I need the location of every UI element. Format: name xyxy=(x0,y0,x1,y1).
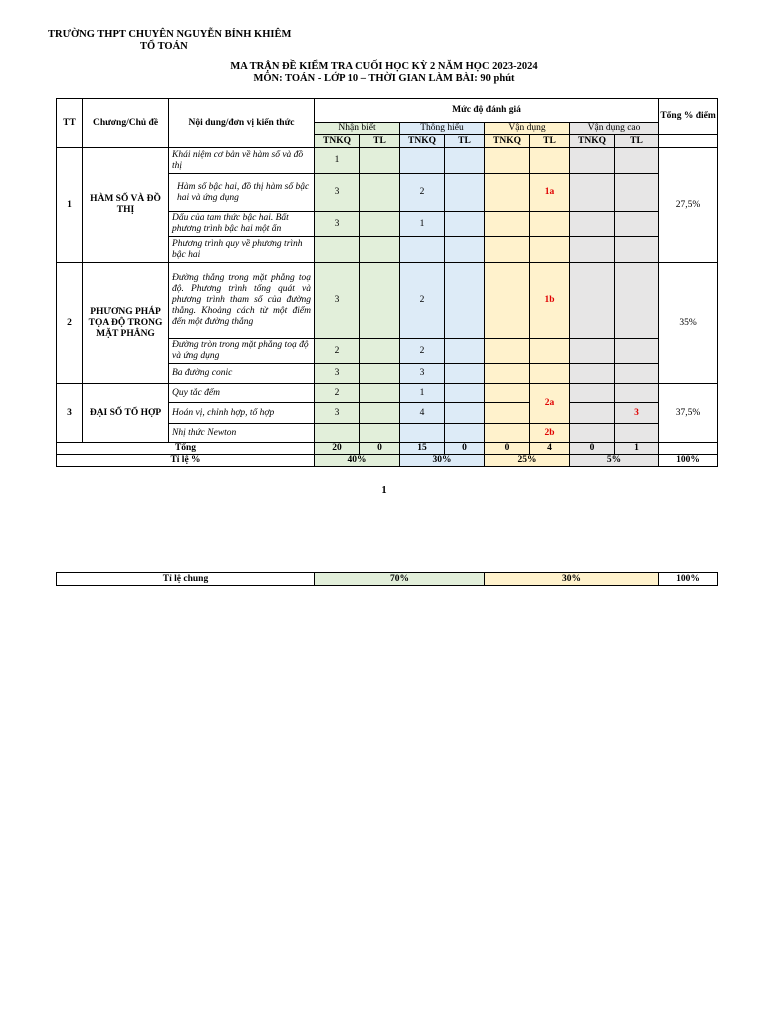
summary-right: 30% xyxy=(485,573,659,586)
value-cell: 3 xyxy=(315,403,360,424)
value-cell xyxy=(615,424,659,443)
value-cell xyxy=(530,339,570,364)
value-cell xyxy=(570,174,615,212)
value-cell: 2a xyxy=(530,384,570,424)
value-cell xyxy=(315,424,360,443)
value-cell xyxy=(485,384,530,403)
value-cell xyxy=(485,263,530,339)
value-cell xyxy=(360,212,400,237)
chapter-number: 1 xyxy=(57,148,83,263)
value-cell: 2b xyxy=(530,424,570,443)
value-cell xyxy=(400,148,445,174)
content-unit: Đường thẳng trong mặt phẳng toạ độ. Phương trình tổng quát và phương trình tham số của đường thẳng. Khoảng cách từ một điểm đến một đường thẳng xyxy=(169,263,315,339)
value-cell: 3 xyxy=(615,403,659,424)
value-cell xyxy=(570,263,615,339)
value-cell xyxy=(360,174,400,212)
level-van-dung-cao: Vận dụng cao xyxy=(570,123,659,135)
total-cell: 1 xyxy=(615,443,659,455)
value-cell xyxy=(485,364,530,384)
col-header-tt: TT xyxy=(57,99,83,148)
chapter-number: 3 xyxy=(57,384,83,443)
table-row xyxy=(57,263,718,339)
sub-col-header: TL xyxy=(360,135,400,148)
summary-label: Tỉ lệ chung xyxy=(57,573,315,586)
ratio-cell: 25% xyxy=(485,455,570,467)
value-cell xyxy=(400,237,445,263)
content-unit: Ba đường conic xyxy=(169,364,315,384)
value-cell: 1 xyxy=(315,148,360,174)
chapter-name: HÀM SỐ VÀ ĐỒ THỊ xyxy=(83,148,169,263)
value-cell: 3 xyxy=(315,364,360,384)
value-cell xyxy=(360,263,400,339)
summary-total: 100% xyxy=(659,573,718,586)
summary-left: 70% xyxy=(315,573,485,586)
table-row xyxy=(57,384,718,403)
content-unit: Nhị thức Newton xyxy=(169,424,315,443)
total-cell: 20 xyxy=(315,443,360,455)
content-unit: Khái niệm cơ bản về hàm số và đồ thị xyxy=(169,148,315,174)
assessment-matrix-table xyxy=(56,98,718,467)
total-cell: 0 xyxy=(360,443,400,455)
value-cell xyxy=(360,237,400,263)
col-header-content: Nội dung/đơn vị kiến thức xyxy=(169,99,315,148)
value-cell: 2 xyxy=(400,339,445,364)
value-cell: 2 xyxy=(400,263,445,339)
value-cell xyxy=(360,424,400,443)
value-cell xyxy=(360,364,400,384)
value-cell xyxy=(445,364,485,384)
col-header-levels: Mức độ đánh giá xyxy=(315,99,659,123)
ratio-total: 100% xyxy=(659,455,718,467)
value-cell xyxy=(485,237,530,263)
value-cell xyxy=(485,148,530,174)
value-cell xyxy=(615,174,659,212)
value-cell: 2 xyxy=(315,339,360,364)
value-cell: 2 xyxy=(315,384,360,403)
value-cell xyxy=(570,237,615,263)
content-unit: Hàm số bậc hai, đồ thị hàm số bậc hai và ứng dụng xyxy=(169,174,315,212)
value-cell: 1a xyxy=(530,174,570,212)
value-cell: 3 xyxy=(315,212,360,237)
total-cell: 0 xyxy=(570,443,615,455)
value-cell: 1b xyxy=(530,263,570,339)
value-cell xyxy=(485,212,530,237)
value-cell: 2 xyxy=(400,174,445,212)
total-cell: 0 xyxy=(485,443,530,455)
value-cell: 1 xyxy=(400,212,445,237)
value-cell: 3 xyxy=(315,263,360,339)
empty-cell xyxy=(659,443,718,455)
value-cell xyxy=(485,424,530,443)
totals-row xyxy=(57,443,718,455)
school-name: TRƯỜNG THPT CHUYÊN NGUYỄN BỈNH KHIÊM xyxy=(48,29,292,40)
chapter-name: ĐẠI SỐ TỔ HỢP xyxy=(83,384,169,443)
department-name: TỔ TOÁN xyxy=(140,41,188,52)
value-cell xyxy=(570,364,615,384)
sub-col-header: TL xyxy=(445,135,485,148)
value-cell xyxy=(360,403,400,424)
ratio-cell: 40% xyxy=(315,455,400,467)
value-cell xyxy=(485,403,530,424)
value-cell xyxy=(445,403,485,424)
value-cell xyxy=(360,384,400,403)
value-cell xyxy=(570,148,615,174)
summary-table xyxy=(56,572,718,586)
level-nhan-biet: Nhận biết xyxy=(315,123,400,135)
value-cell xyxy=(570,339,615,364)
level-van-dung: Vận dụng xyxy=(485,123,570,135)
ratio-label: Tỉ lệ % xyxy=(57,455,315,467)
ratio-cell: 5% xyxy=(570,455,659,467)
value-cell xyxy=(445,237,485,263)
sub-col-header: TNKQ xyxy=(485,135,530,148)
value-cell xyxy=(570,403,615,424)
total-cell: 4 xyxy=(530,443,570,455)
sub-col-header: TL xyxy=(530,135,570,148)
content-unit: Phương trình quy về phương trình bậc hai xyxy=(169,237,315,263)
level-thong-hieu: Thông hiểu xyxy=(400,123,485,135)
value-cell xyxy=(445,263,485,339)
value-cell xyxy=(570,424,615,443)
summary-row xyxy=(57,573,718,586)
value-cell xyxy=(445,212,485,237)
chapter-percent: 37,5% xyxy=(659,384,718,443)
value-cell xyxy=(445,339,485,364)
value-cell xyxy=(570,212,615,237)
document-title: MA TRẬN ĐỀ KIỂM TRA CUỐI HỌC KỲ 2 NĂM HỌC 2023-2024 xyxy=(230,61,538,72)
col-header-total: Tổng % điểm xyxy=(659,99,718,135)
value-cell xyxy=(530,364,570,384)
value-cell xyxy=(315,237,360,263)
chapter-name: PHƯƠNG PHÁP TỌA ĐỘ TRONG MẶT PHẲNG xyxy=(83,263,169,384)
sub-col-header: TNKQ xyxy=(400,135,445,148)
value-cell xyxy=(485,339,530,364)
value-cell xyxy=(615,148,659,174)
total-cell: 0 xyxy=(445,443,485,455)
value-cell xyxy=(445,148,485,174)
content-unit: Dấu của tam thức bậc hai. Bất phương trình bậc hai một ẩn xyxy=(169,212,315,237)
sub-col-header: TNKQ xyxy=(570,135,615,148)
value-cell xyxy=(530,212,570,237)
total-cell: 15 xyxy=(400,443,445,455)
value-cell xyxy=(615,339,659,364)
value-cell xyxy=(615,364,659,384)
chapter-percent: 27,5% xyxy=(659,148,718,263)
value-cell xyxy=(400,424,445,443)
value-cell: 4 xyxy=(400,403,445,424)
value-cell xyxy=(445,384,485,403)
value-cell xyxy=(445,174,485,212)
value-cell xyxy=(360,148,400,174)
chapter-percent: 35% xyxy=(659,263,718,384)
content-unit: Hoán vị, chỉnh hợp, tổ hợp xyxy=(169,403,315,424)
document-subtitle: MÔN: TOÁN - LỚP 10 – THỜI GIAN LÀM BÀI: 90 phút xyxy=(253,73,515,84)
ratio-cell: 30% xyxy=(400,455,485,467)
content-unit: Đường tròn trong mặt phẳng toạ độ và ứng dụng xyxy=(169,339,315,364)
value-cell xyxy=(445,424,485,443)
page-number: 1 xyxy=(381,485,387,496)
value-cell xyxy=(615,212,659,237)
value-cell xyxy=(570,384,615,403)
value-cell xyxy=(615,237,659,263)
value-cell: 1 xyxy=(400,384,445,403)
content-unit: Quy tắc đếm xyxy=(169,384,315,403)
empty-cell xyxy=(659,135,718,148)
value-cell: 3 xyxy=(315,174,360,212)
value-cell xyxy=(530,148,570,174)
value-cell: 3 xyxy=(400,364,445,384)
table-row xyxy=(57,148,718,174)
value-cell xyxy=(530,237,570,263)
chapter-number: 2 xyxy=(57,263,83,384)
value-cell xyxy=(615,384,659,403)
totals-label: Tổng xyxy=(57,443,315,455)
ratio-row xyxy=(57,455,718,467)
sub-col-header: TL xyxy=(615,135,659,148)
value-cell xyxy=(485,174,530,212)
value-cell xyxy=(360,339,400,364)
col-header-chapter: Chương/Chủ đề xyxy=(83,99,169,148)
sub-col-header: TNKQ xyxy=(315,135,360,148)
value-cell xyxy=(615,263,659,339)
